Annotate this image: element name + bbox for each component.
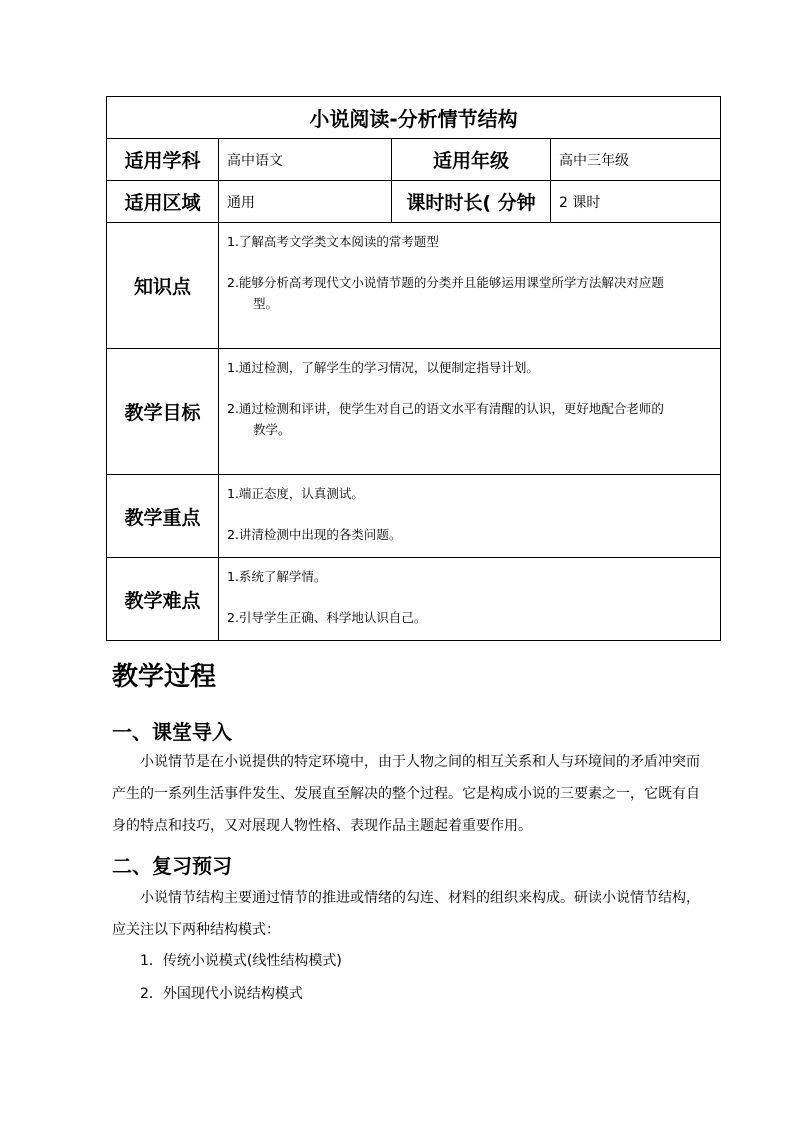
subject-label: 适用学科 (107, 139, 219, 181)
knowledge-label: 知识点 (107, 223, 219, 349)
item-text: 2.引导学生正确、科学地认识自己。 (227, 610, 427, 625)
duration-label: 课时时长( 分钟 (392, 181, 551, 223)
grade-label: 适用年级 (392, 139, 551, 181)
list-item (227, 524, 712, 545)
difficulties-label: 教学难点 (107, 558, 219, 641)
list-item (227, 272, 712, 314)
item-text: 2.通过检测和评讲，使学生对自己的语文水平有清醒的认识，更好地配合老师的 (227, 401, 664, 416)
region-value: 通用 (219, 181, 392, 223)
item-text: 1.通过检测，了解学生的学习情况，以便制定指导计划。 (227, 360, 539, 375)
process-heading: 教学过程 (112, 662, 217, 692)
item-text: 2.讲清检测中出现的各类问题。 (227, 527, 402, 542)
section2-paragraph: 小说情节结构主要通过情节的推进或情绪的勾连、材料的组织来构成。研读小说情节结构，应关注以下两种结构模式： (112, 890, 700, 938)
goals-label: 教学目标 (107, 349, 219, 475)
subject-value: 高中语文 (219, 139, 392, 181)
item-text: 2.能够分析高考现代文小说情节题的分类并且能够运用课堂所学方法解决对应题 (227, 275, 664, 290)
duration-value: 2 课时 (551, 181, 721, 223)
item-text: 1.了解高考文学类文本阅读的常考题型 (227, 234, 439, 249)
list-item (227, 566, 712, 587)
section1-paragraph: 小说情节是在小说提供的特定环境中，由于人物之间的相互关系和人与环境间的矛盾冲突而产生的一系列生活事件发生、发展直至解决的整个过程。它是构成小说的三要素之一，它既有自身的特点和技巧，又对展现人物性格、表现作品主题起着重要作用。 (112, 754, 700, 834)
knowledge-items (219, 223, 721, 349)
list-item (227, 483, 712, 504)
item-continuation: 教学。 (253, 422, 291, 437)
difficulties-items (219, 558, 721, 641)
section2-list-item-1: 1．传统小说模式(线性结构模式) (140, 953, 342, 969)
list-item (227, 607, 712, 628)
list-item (227, 231, 712, 252)
region-label: 适用区域 (107, 181, 219, 223)
item-text: 1.端正态度，认真测试。 (227, 486, 364, 501)
item-continuation: 型。 (253, 296, 279, 311)
section2-list-item-2: 2．外国现代小说结构模式 (140, 986, 303, 1002)
key-points-label: 教学重点 (107, 475, 219, 558)
grade-value: 高中三年级 (551, 139, 721, 181)
goals-items (219, 349, 721, 475)
lesson-title: 小说阅读-分析情节结构 (107, 97, 721, 139)
section2-heading: 二、复习预习 (112, 854, 232, 878)
section1-heading: 一、课堂导入 (112, 720, 232, 744)
lesson-info-table (106, 96, 721, 641)
list-item (227, 357, 712, 378)
item-text: 1.系统了解学情。 (227, 569, 327, 584)
list-item (227, 398, 712, 440)
key-points-items (219, 475, 721, 558)
